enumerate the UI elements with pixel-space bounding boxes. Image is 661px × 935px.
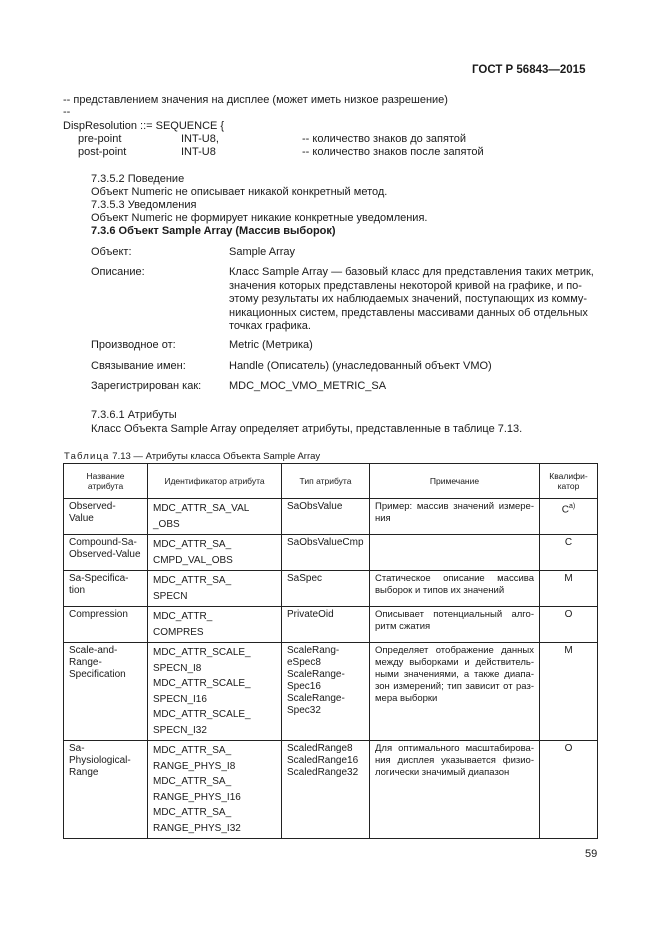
id-line: MDC_ATTR_SA_ [153, 539, 232, 550]
id-cell [148, 607, 282, 643]
id-line: MDC_ATTR_SA_ [153, 807, 232, 818]
qualifier-cell [540, 535, 598, 571]
section-736-title: 7.3.6 Объект Sample Array (Массив выборок) [91, 225, 336, 237]
intro-line-2: -- [63, 106, 71, 118]
type-cell [282, 607, 370, 643]
note-cell: Статическое описание массива выборок и типов их значений [370, 571, 540, 607]
id-cell [148, 741, 282, 839]
type-line: ScaleRange- [287, 693, 345, 704]
type-line: ScaledRange32 [287, 767, 359, 778]
table-caption-text: 7.13 — Атрибуты класса Объекта Sample Array [109, 451, 321, 462]
table-row [64, 741, 598, 839]
id-line: MDC_ATTR_SCALE_ [153, 678, 251, 689]
id-cell [148, 571, 282, 607]
type-cell [282, 499, 370, 535]
description-line: этому результаты их наблюдаемых значений, поступающих из комму- [229, 293, 588, 306]
name-cell [64, 535, 148, 571]
id-line: _OBS [153, 518, 180, 530]
type-cell [282, 643, 370, 741]
type-line: eSpec8 [287, 657, 321, 668]
header-cell: Примечание [370, 464, 540, 499]
name-line: Observed-Value [69, 549, 141, 560]
qualifier-cell [540, 571, 598, 607]
table-caption [64, 451, 320, 462]
type-line: ScaledRange8 [287, 743, 353, 754]
naming-label: Связывание имен: [91, 360, 186, 372]
object-label: Объект: [91, 246, 132, 258]
type-line: Spec16 [287, 681, 321, 692]
header-cell: Тип атрибута [282, 464, 370, 499]
page-number: 59 [585, 848, 598, 860]
qualifier-footnote: а) [569, 503, 576, 510]
id-line: RANGE_PHYS_I16 [153, 791, 241, 803]
name-line: Specification [69, 669, 126, 680]
id-cell [148, 499, 282, 535]
table-row [64, 607, 598, 643]
table-row [64, 571, 598, 607]
document-header: ГОСТ Р 56843—2015 [472, 64, 586, 76]
name-line: Range [69, 767, 99, 778]
field-comment: -- количество знаков до запятой [302, 133, 467, 145]
type-line: ScaleRange- [287, 669, 345, 680]
type-cell [282, 535, 370, 571]
field-type: INT-U8 [181, 146, 216, 158]
name-line: tion [69, 585, 86, 596]
registered-label: Зарегистрирован как: [91, 380, 202, 392]
id-line: MDC_ATTR_SA_ [153, 776, 232, 787]
name-line: Value [69, 513, 94, 524]
qualifier-cell [540, 643, 598, 741]
qualifier-value: O [564, 609, 573, 620]
name-cell [64, 607, 148, 643]
id-line: MDC_ATTR_SA_ [153, 745, 232, 756]
derived-value: Metric (Метрика) [229, 339, 313, 351]
name-line: Observed- [69, 501, 116, 512]
field-type: INT-U8, [181, 133, 219, 145]
name-line: Compression [69, 609, 128, 620]
note-cell: Описывает потенциальный алго-ритм сжатия [370, 607, 540, 643]
type-line: SaSpec [287, 573, 323, 584]
id-cell [148, 643, 282, 741]
table-row [64, 535, 598, 571]
note-cell: Определяет отображение данных между выборками и действитель-ными значениями, а также диапа-зон измерений; тип зависит от раз-мера выборки [370, 643, 540, 741]
id-line: CMPD_VAL_OBS [153, 554, 233, 566]
name-cell [64, 741, 148, 839]
type-line: SaObsValueCmp [287, 537, 364, 548]
note-cell: Пример: массив значений измере-ния [370, 499, 540, 535]
id-line: MDC_ATTR_SA_VAL [153, 503, 250, 514]
note-cell [370, 535, 540, 571]
section-7352-text: Объект Numeric не описывает никакой конкретный метод. [91, 186, 388, 198]
attributes-title: 7.3.6.1 Атрибуты [91, 409, 177, 421]
id-line: RANGE_PHYS_I32 [153, 822, 241, 834]
id-line: SPECN_I8 [153, 662, 202, 674]
qualifier-value: M [564, 645, 573, 656]
id-line: SPECN [153, 590, 188, 602]
intro-line-3: DispResolution ::= SEQUENCE { [63, 120, 225, 132]
id-line: SPECN_I32 [153, 724, 207, 736]
table-row [64, 643, 598, 741]
type-line: ScaledRange16 [287, 755, 359, 766]
description-line: Класс Sample Array — базовый класс для представления таких метрик, [229, 266, 594, 278]
header-cell: Название атрибута [64, 464, 148, 499]
qualifier-cell [540, 741, 598, 839]
naming-value: Handle (Описатель) (унаследованный объект VMO) [229, 360, 492, 372]
name-cell [64, 499, 148, 535]
id-line: MDC_ATTR_ [153, 611, 213, 622]
name-line: Compound-Sa- [69, 537, 137, 548]
id-line: MDC_ATTR_SCALE_ [153, 709, 251, 720]
id-line: COMPRES [153, 626, 204, 638]
name-line: Physiological- [69, 755, 131, 766]
description-text [229, 266, 599, 334]
name-cell [64, 571, 148, 607]
header-cell: Квалифи-катор [540, 464, 598, 499]
name-line: Sa- [69, 743, 85, 754]
intro-line-1: -- представлением значения на дисплее (может иметь низкое разрешение) [63, 94, 448, 106]
name-line: Sa-Specifica- [69, 573, 129, 584]
type-cell [282, 741, 370, 839]
field-name: post-point [78, 146, 127, 158]
header-cell: Идентификатор атрибута [148, 464, 282, 499]
qualifier-value: C [564, 537, 573, 548]
id-line: RANGE_PHYS_I8 [153, 760, 236, 772]
qualifier-cell [540, 499, 598, 535]
type-cell [282, 571, 370, 607]
id-cell [148, 535, 282, 571]
qualifier-value: C [561, 504, 569, 516]
id-line: SPECN_I16 [153, 693, 207, 705]
attributes-text: Класс Объекта Sample Array определяет атрибуты, представленные в таблице 7.13. [91, 423, 523, 435]
qualifier-value: M [564, 573, 573, 584]
note-cell: Для оптимального масштабирова-ния дисплея указывается физио-логически значимый диапазон [370, 741, 540, 839]
object-value: Sample Array [229, 246, 296, 258]
description-label: Описание: [91, 266, 145, 278]
table-row [64, 499, 598, 535]
type-line: ScaleRang- [287, 645, 340, 656]
table-header-row [64, 464, 598, 499]
type-line: PrivateOid [287, 609, 334, 620]
name-cell [64, 643, 148, 741]
derived-label: Производное от: [91, 339, 176, 351]
description-line: значения которых представлены некоторой кривой на графике, и по- [229, 279, 582, 292]
attributes-table [63, 463, 598, 839]
id-line: MDC_ATTR_SA_ [153, 575, 232, 586]
type-line: Spec32 [287, 705, 321, 716]
section-7352-title: 7.3.5.2 Поведение [91, 173, 185, 185]
type-line: SaObsValue [287, 501, 343, 512]
section-7353-title: 7.3.5.3 Уведомления [91, 199, 197, 211]
section-7353-text: Объект Numeric не формирует никакие конкретные уведомления. [91, 212, 428, 224]
table-caption-prefix: Таблица [64, 451, 110, 462]
qualifier-cell [540, 607, 598, 643]
field-name: pre-point [78, 133, 122, 145]
name-line: Range- [69, 657, 102, 668]
description-line: никационных систем, представлены массивами данных об отдельных [229, 306, 588, 319]
id-line: MDC_ATTR_SCALE_ [153, 647, 251, 658]
description-line: точках графика. [229, 320, 311, 333]
field-comment: -- количество знаков после запятой [302, 146, 484, 158]
qualifier-value: O [564, 743, 573, 754]
name-line: Scale-and- [69, 645, 118, 656]
registered-value: MDC_MOC_VMO_METRIC_SA [229, 380, 387, 392]
